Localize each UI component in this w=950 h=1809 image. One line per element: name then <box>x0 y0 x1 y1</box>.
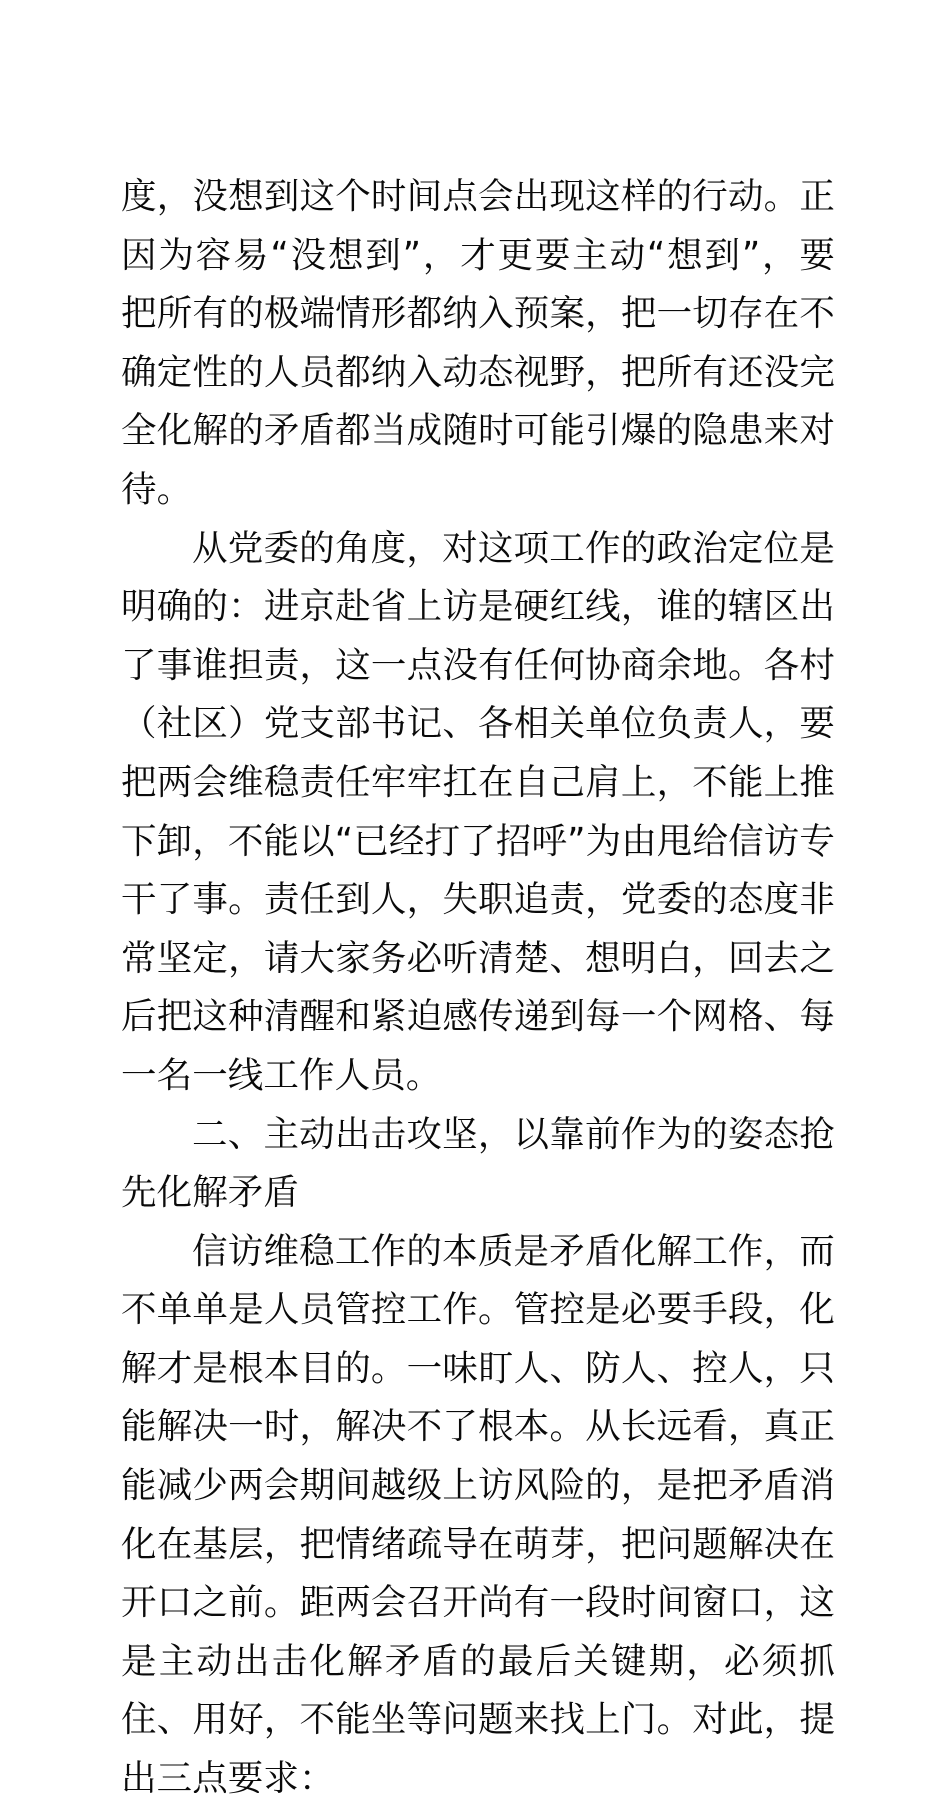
paragraph-continued: 度，没想到这个时间点会出现这样的行动。正因为容易“没想到”，才更要主动“想到”，要把所有的极端情形都纳入预案，把一切存在不确定性的人员都纳入动态视野，把所有还没完全化解的矛盾都当成随时可能引爆的隐患来对待。 <box>121 176 835 510</box>
section-heading-two: 二、主动出击攻坚，以靠前作为的姿态抢先化解矛盾 <box>121 1113 835 1214</box>
page-blank-area <box>0 1190 950 1344</box>
paragraph-party-committee-position: 从党委的角度，对这项工作的政治定位是明确的：进京赴省上访是硬红线，谁的辖区出了事谁担责，这一点没有任何协商余地。各村（社区）党支部书记、各相关单位负责人，要把两会维稳责任牢牢扛在自己肩上，不能上推下卸，不能以“已经打了招呼”为由甩给信访专干了事。责任到人，失职追责，党委的态度非常坚定，请大家务必听清楚、想明白，回去之后把这种清醒和紧迫感传递到每一个网格、每一名一线工作人员。 <box>121 527 835 1096</box>
document-body <box>121 168 835 1809</box>
paragraph-conflict-resolution: 信访维稳工作的本质是矛盾化解工作，而不单单是人员管控工作。管控是必要手段，化解才是根本目的。一味盯人、防人、控人，只能解决一时，解决不了根本。从长远看，真正能减少两会期间越级上访风险的，是把矛盾消化在基层，把情绪疏导在萌芽，把问题解决在开口之前。距两会召开尚有一段时间窗口，这是主动出击化解矛盾的最后关键期，必须抓住、用好，不能坐等问题来找上门。对此，提出三点要求： <box>121 1230 835 1800</box>
